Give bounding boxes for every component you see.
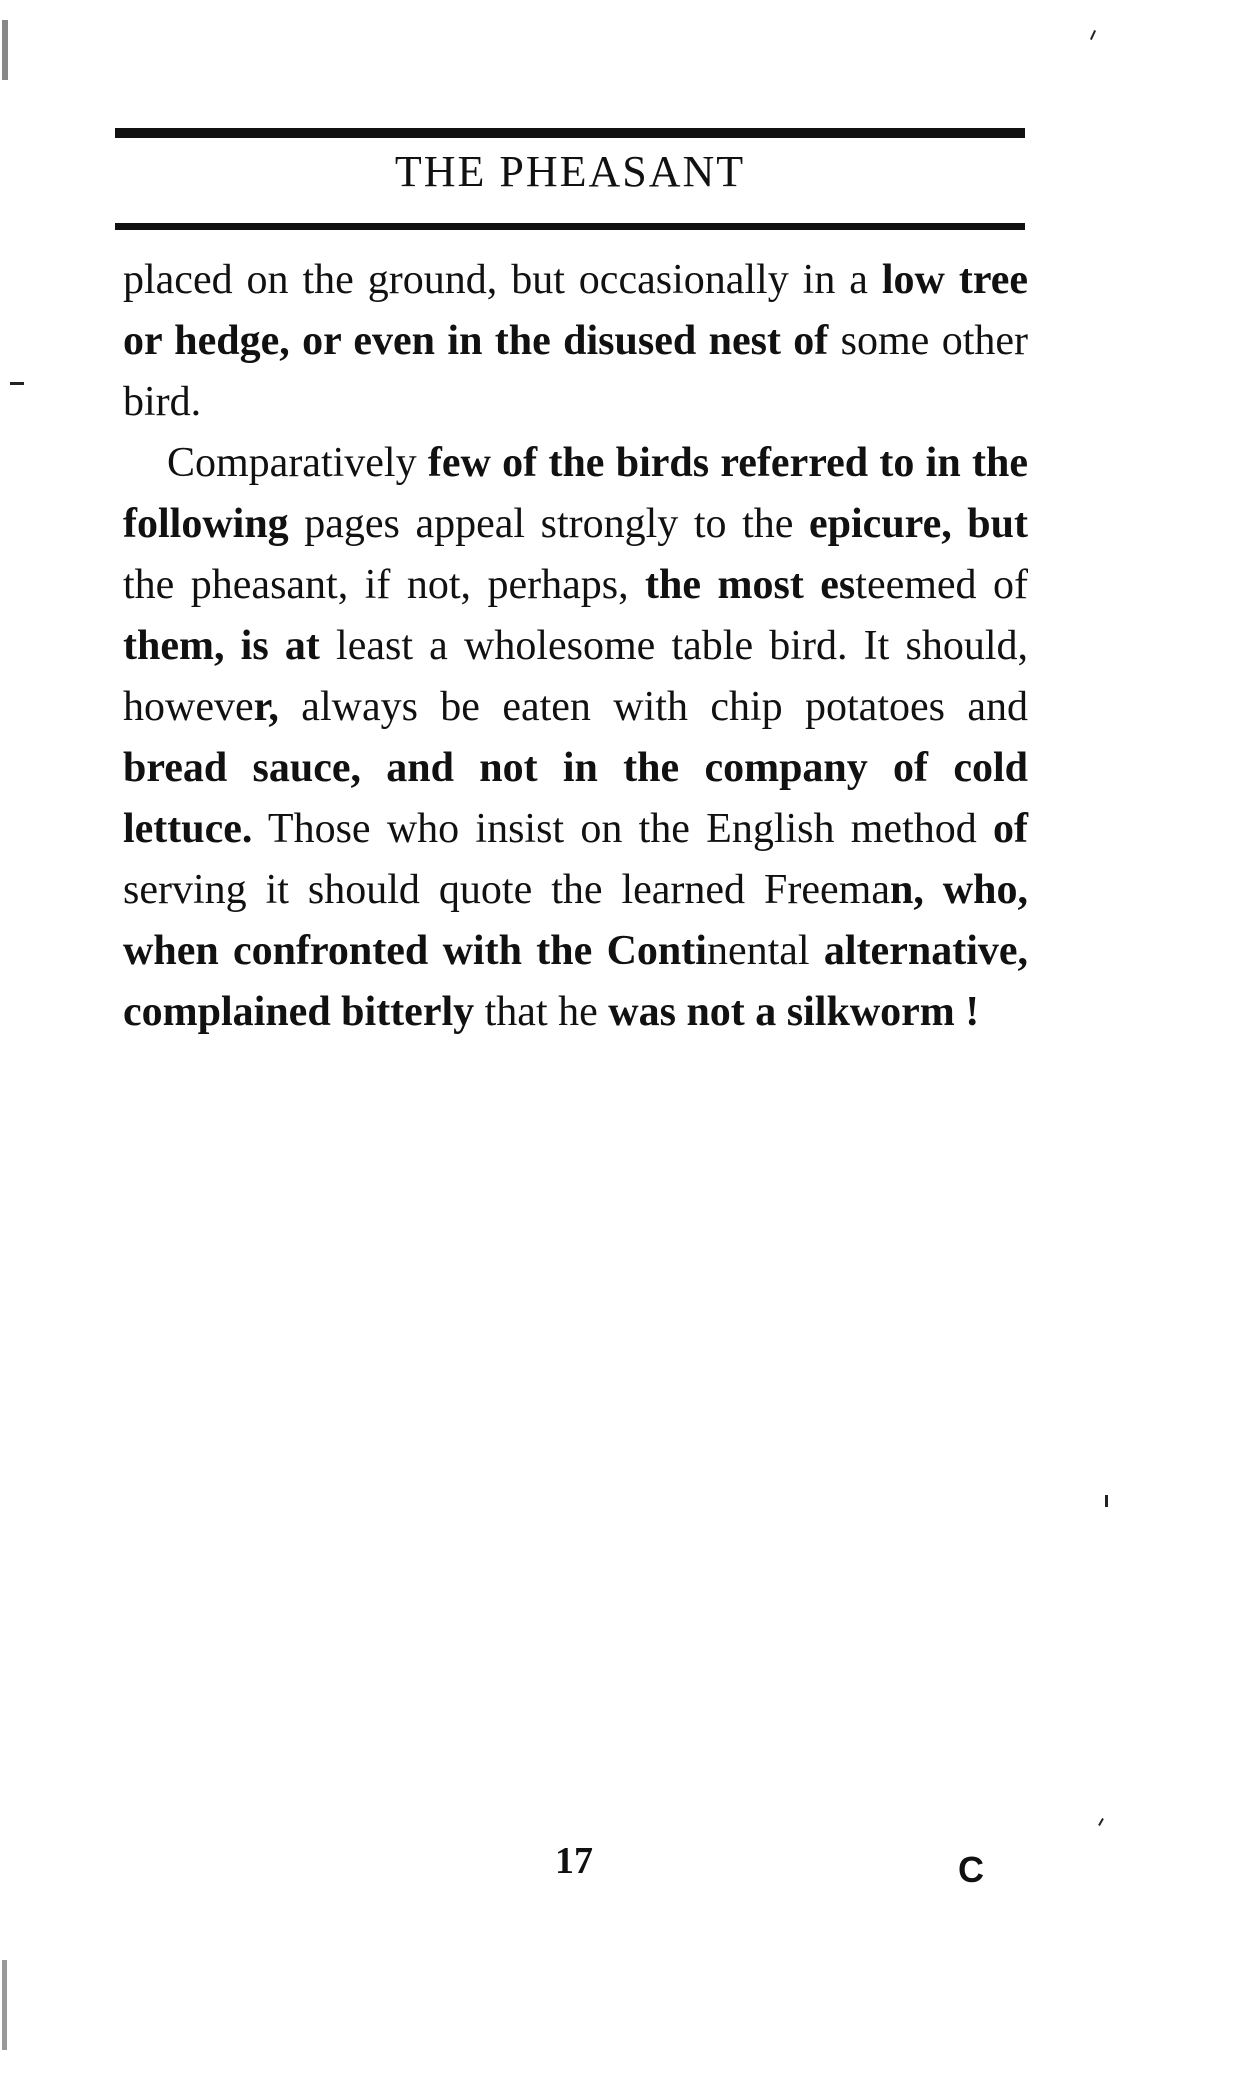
body-text bbox=[123, 250, 1028, 1043]
text-span: least a wholesome table bird. It should, howeve bbox=[123, 623, 1028, 730]
text-span: that he bbox=[474, 989, 609, 1035]
text-span: teemed of bbox=[855, 562, 1029, 608]
scan-speck bbox=[2, 1960, 7, 2050]
bold-span: r, bbox=[253, 684, 279, 730]
text-span: pages appeal strongly to the bbox=[288, 501, 810, 547]
text-span: nental bbox=[706, 928, 824, 974]
text-span: Comparatively bbox=[167, 440, 428, 486]
running-head: THE PHEASANT bbox=[394, 147, 746, 196]
bold-span: was not a silkworm ! bbox=[608, 989, 980, 1035]
scan-speck bbox=[2, 20, 8, 80]
scan-speck bbox=[10, 382, 24, 385]
bold-span: n, who, when confronted with the Conti bbox=[123, 867, 1028, 974]
scan-speck bbox=[1105, 1495, 1108, 1507]
text-span: placed on the ground, but occasionally in a bbox=[123, 257, 882, 303]
text-span: some other bird. bbox=[123, 318, 1028, 425]
bold-span: bread sauce, and not in the company of cold lettuce. bbox=[123, 745, 1028, 852]
bold-span: epicure, but bbox=[809, 501, 1028, 547]
bold-span: of bbox=[993, 806, 1028, 852]
scan-speck bbox=[1098, 1818, 1104, 1826]
bold-span: alternative, complained bitterly bbox=[123, 928, 1028, 1035]
paragraph-1 bbox=[123, 250, 1028, 433]
text-span: always be eaten with chip potatoes and bbox=[278, 684, 1028, 730]
header-rule-bottom bbox=[115, 223, 1025, 230]
paragraph-2 bbox=[123, 433, 1028, 1043]
signature-mark: C bbox=[958, 1849, 984, 1890]
text-span: Those who insist on the English method bbox=[252, 806, 993, 852]
header-rule-top bbox=[115, 128, 1025, 138]
bold-span: the most es bbox=[645, 562, 856, 608]
page-number: 17 bbox=[555, 1840, 593, 1882]
bold-span: low tree or hedge, or even in the disused nest of bbox=[123, 257, 1028, 364]
bold-span: few of the birds referred to in the following bbox=[123, 440, 1028, 547]
scan-speck bbox=[1090, 30, 1096, 40]
text-span: serving it should quote the learned Freema bbox=[123, 867, 890, 913]
text-span: the pheasant, if not, perhaps, bbox=[123, 562, 646, 608]
bold-span: them, is at bbox=[123, 623, 320, 669]
